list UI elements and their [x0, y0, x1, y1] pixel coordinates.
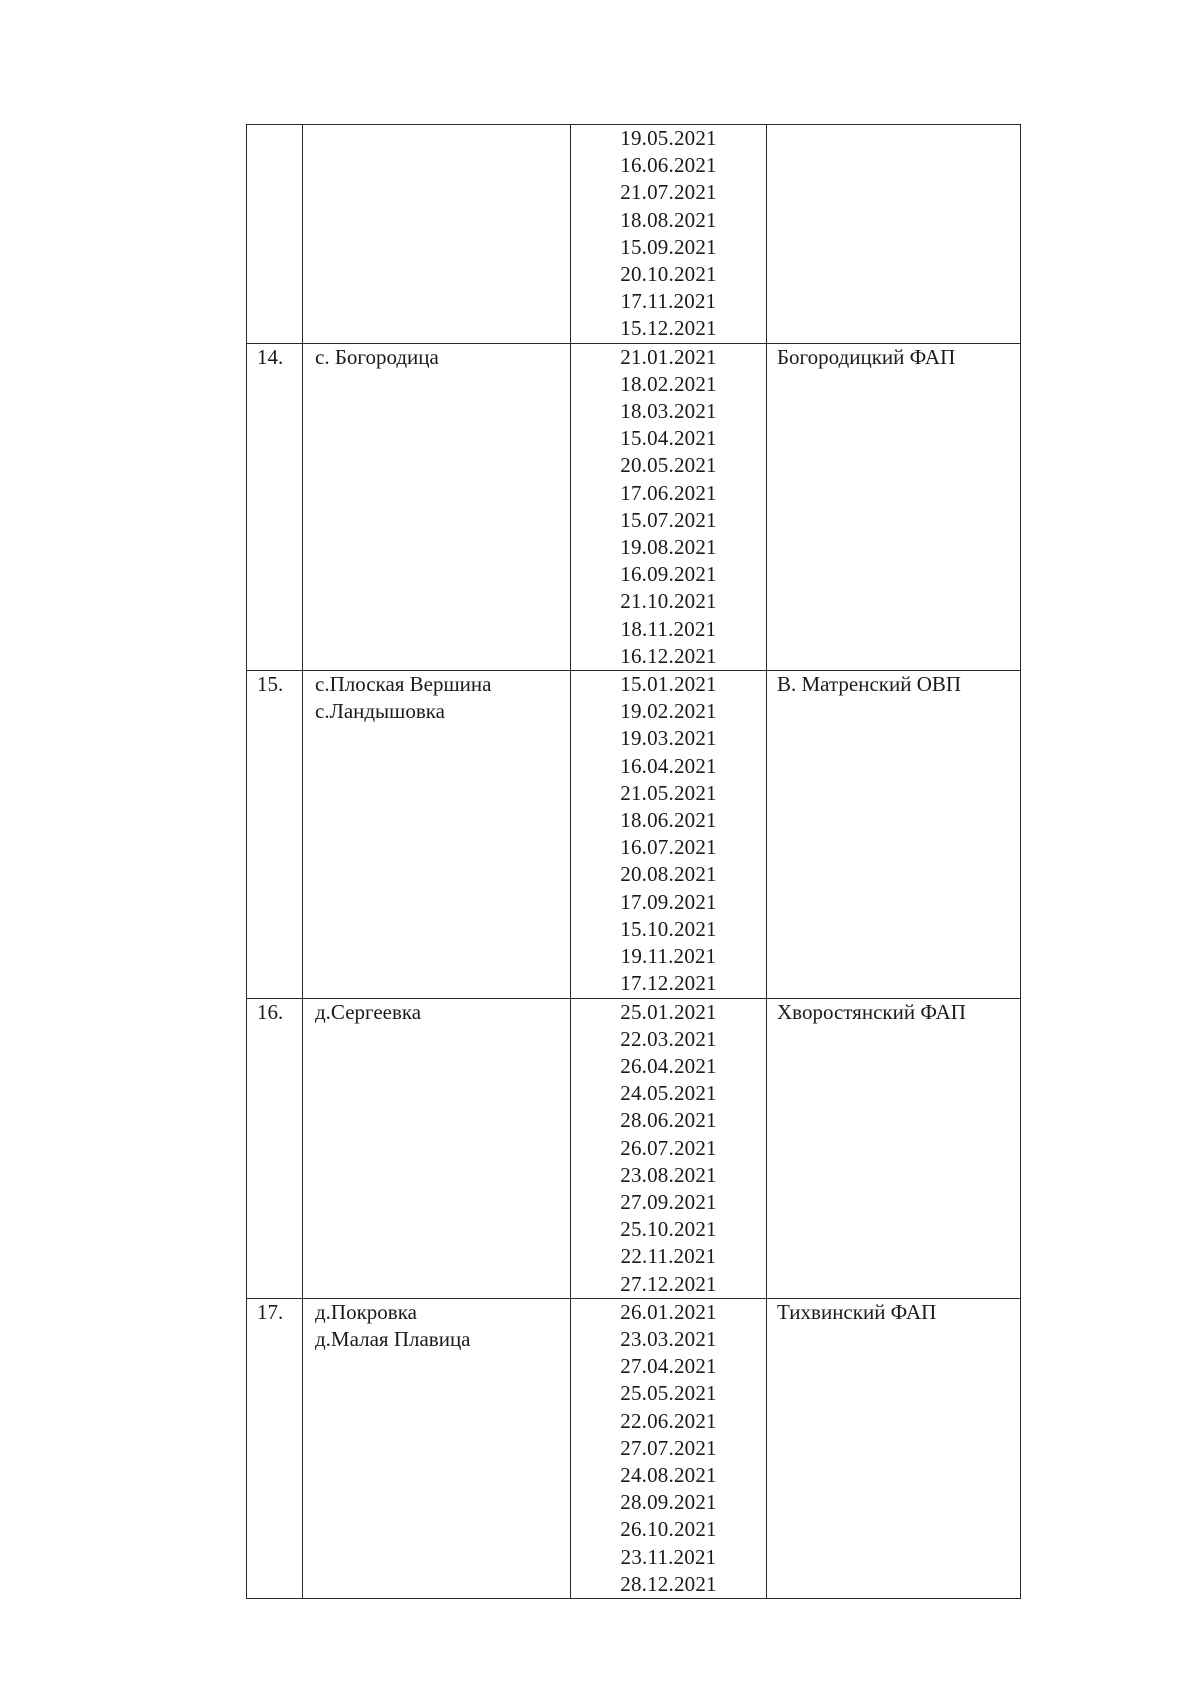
- visit-date: 20.08.2021: [620, 862, 717, 887]
- schedule-table: [246, 124, 1021, 1599]
- settlement-cell: [303, 125, 571, 344]
- visit-date: 28.06.2021: [620, 1108, 717, 1133]
- visit-date: 28.09.2021: [620, 1490, 717, 1515]
- visit-date: 16.07.2021: [620, 835, 717, 860]
- visit-date: 19.08.2021: [620, 535, 717, 560]
- visit-date: 16.12.2021: [620, 643, 717, 668]
- settlement-cell: [303, 1298, 571, 1598]
- visit-date: 17.12.2021: [620, 971, 717, 996]
- visit-date: 22.03.2021: [620, 1026, 717, 1051]
- visit-date: 18.11.2021: [620, 616, 717, 641]
- visit-date: 26.10.2021: [620, 1517, 717, 1542]
- medical-post-name: В. Матренский ОВП: [777, 672, 962, 697]
- table-row: [247, 1298, 1021, 1598]
- visit-date: 15.01.2021: [620, 672, 717, 697]
- visit-date: 27.09.2021: [620, 1189, 717, 1214]
- visit-date: 21.05.2021: [620, 780, 717, 805]
- row-number: 15.: [257, 672, 284, 697]
- table-row: [247, 343, 1021, 670]
- visit-date: 28.12.2021: [620, 1571, 717, 1596]
- medical-post-cell: [767, 1298, 1021, 1598]
- visit-date: 22.11.2021: [620, 1244, 717, 1269]
- dates-cell: [571, 671, 767, 998]
- medical-post-cell: [767, 125, 1021, 344]
- settlement-name: д.Сергеевка: [315, 999, 422, 1024]
- dates-cell: [571, 998, 767, 1298]
- visit-date: 17.09.2021: [620, 889, 717, 914]
- visit-date: 25.01.2021: [620, 999, 717, 1024]
- visit-date: 22.06.2021: [620, 1408, 717, 1433]
- dates-cell: [571, 125, 767, 344]
- visit-date: 27.07.2021: [620, 1435, 717, 1460]
- visit-date: 20.05.2021: [620, 453, 717, 478]
- visit-date: 25.05.2021: [620, 1381, 717, 1406]
- visit-date: 23.03.2021: [620, 1326, 717, 1351]
- settlement-cell: [303, 671, 571, 998]
- medical-post-cell: [767, 998, 1021, 1298]
- settlement-cell: [303, 998, 571, 1298]
- row-number: 17.: [257, 1299, 284, 1324]
- visit-date: 17.06.2021: [620, 480, 717, 505]
- visit-date: 19.02.2021: [620, 699, 717, 724]
- settlement-cell: [303, 343, 571, 670]
- visit-date: 16.06.2021: [620, 153, 717, 178]
- row-number-cell: [247, 343, 303, 670]
- row-number-cell: [247, 1298, 303, 1598]
- visit-date: 27.04.2021: [620, 1354, 717, 1379]
- dates-cell: [571, 343, 767, 670]
- row-number-cell: [247, 671, 303, 998]
- row-number-cell: [247, 125, 303, 344]
- schedule-table-body: [247, 125, 1021, 1599]
- visit-date: 20.10.2021: [620, 262, 717, 287]
- visit-date: 15.04.2021: [620, 426, 717, 451]
- visit-date: 15.07.2021: [620, 507, 717, 532]
- settlement-name: с. Богородица: [315, 344, 439, 369]
- visit-date: 23.08.2021: [620, 1162, 717, 1187]
- visit-date: 24.05.2021: [620, 1081, 717, 1106]
- visit-date: 27.12.2021: [620, 1271, 717, 1296]
- visit-date: 17.11.2021: [620, 289, 717, 314]
- visit-date: 18.03.2021: [620, 399, 717, 424]
- table-row: [247, 998, 1021, 1298]
- visit-date: 16.04.2021: [620, 753, 717, 778]
- visit-date: 25.10.2021: [620, 1217, 717, 1242]
- row-number: 14.: [257, 344, 284, 369]
- medical-post-cell: [767, 671, 1021, 998]
- visit-date: 19.11.2021: [620, 944, 717, 969]
- visit-date: 18.02.2021: [620, 371, 717, 396]
- visit-date: 26.07.2021: [620, 1135, 717, 1160]
- visit-date: 26.01.2021: [620, 1299, 717, 1324]
- visit-date: 26.04.2021: [620, 1053, 717, 1078]
- visit-date: 16.09.2021: [620, 562, 717, 587]
- medical-post-cell: [767, 343, 1021, 670]
- visit-date: 15.12.2021: [620, 316, 717, 341]
- table-row: [247, 125, 1021, 344]
- medical-post-name: Хворостянский ФАП: [777, 999, 966, 1024]
- visit-date: 21.07.2021: [620, 180, 717, 205]
- visit-date: 19.03.2021: [620, 726, 717, 751]
- settlement-name: с.Плоская Вершина: [315, 672, 492, 697]
- dates-cell: [571, 1298, 767, 1598]
- settlement-name: д.Покровка: [315, 1299, 417, 1324]
- medical-post-name: Тихвинский ФАП: [777, 1299, 937, 1324]
- visit-date: 18.08.2021: [620, 207, 717, 232]
- visit-date: 21.01.2021: [620, 344, 717, 369]
- table-row: [247, 671, 1021, 998]
- visit-date: 15.09.2021: [620, 234, 717, 259]
- visit-date: 23.11.2021: [620, 1544, 717, 1569]
- visit-date: 19.05.2021: [620, 126, 717, 150]
- medical-post-name: Богородицкий ФАП: [777, 344, 956, 369]
- settlement-name: с.Ландышовка: [315, 699, 445, 724]
- row-number: 16.: [257, 999, 284, 1024]
- row-number-cell: [247, 998, 303, 1298]
- visit-date: 24.08.2021: [620, 1462, 717, 1487]
- visit-date: 18.06.2021: [620, 808, 717, 833]
- visit-date: 21.10.2021: [620, 589, 717, 614]
- settlement-name: д.Малая Плавица: [315, 1326, 471, 1351]
- visit-date: 15.10.2021: [620, 916, 717, 941]
